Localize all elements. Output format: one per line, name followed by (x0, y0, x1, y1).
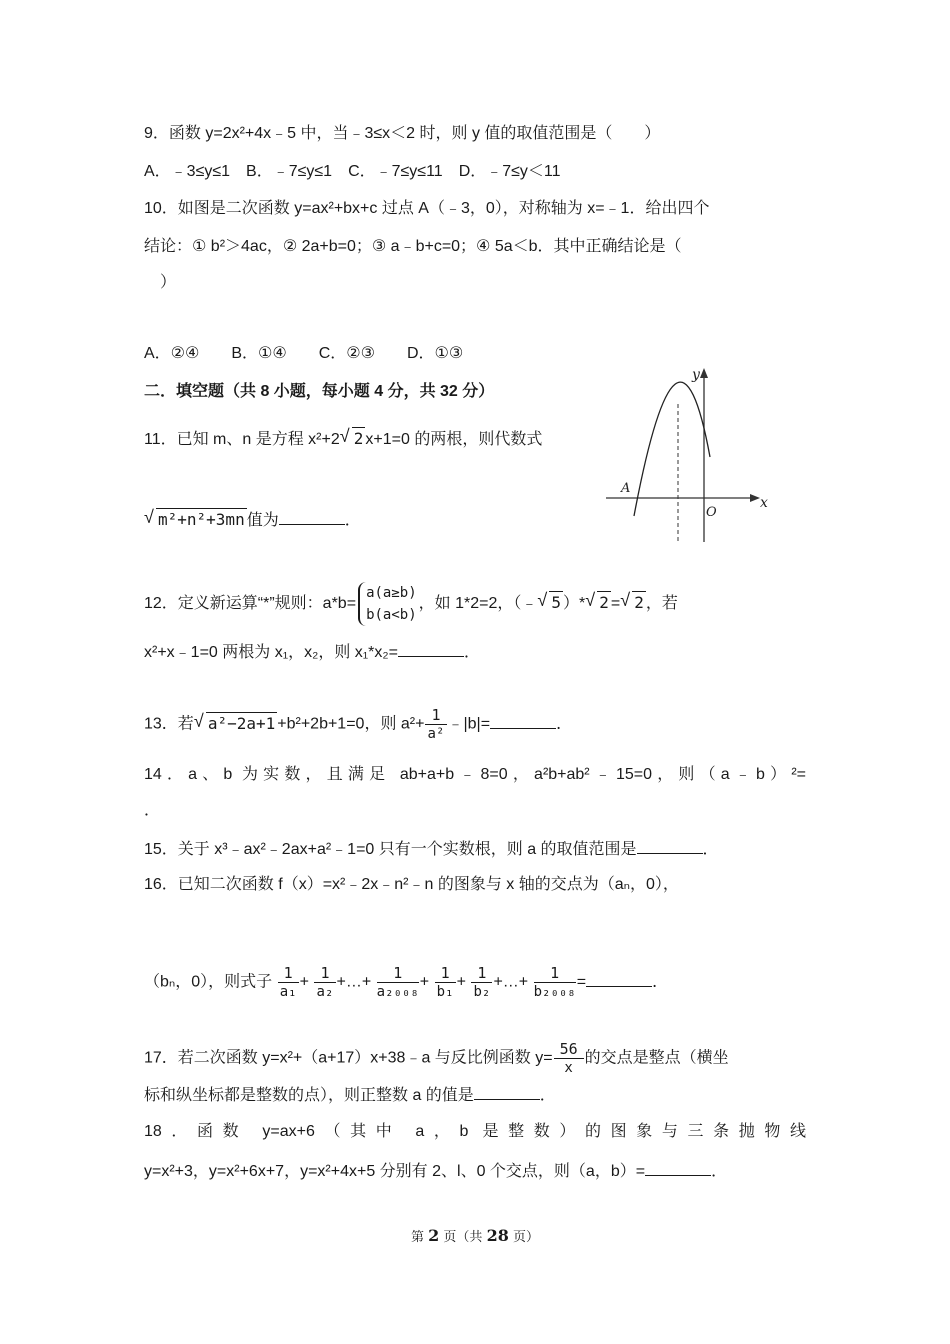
fraction-1-over-a2008: $\frac{1}{\text{a₂₀₀₈}}$ (376, 964, 419, 1000)
question-14-line-1: 14．a、b 为实数，且满足 ab+a+b﹣8=0，a²b+ab²﹣15=0，则（a﹣b）²= (144, 766, 806, 783)
answer-blank[interactable] (490, 712, 556, 729)
question-11-line-1: 11．已知 m、n 是方程 x²+2 √ 2 x+1=0 的两根，则代数式 (144, 428, 542, 451)
answer-blank[interactable] (279, 508, 345, 525)
question-9-stem: 9．函数 y=2x²+4x﹣5 中，当﹣3≤x＜2 时，则 y 值的取值范围是（ ） (144, 125, 661, 142)
question-12-line-2: x²+x﹣1=0 两根为 x₁，x₂，则 x₁*x₂= ． (144, 640, 480, 664)
point-a-label: A (621, 481, 631, 496)
piecewise-brace: a(a≥b) b(a<b) (358, 582, 417, 626)
sqrt-expression: √ m²+n²+3mn (144, 507, 245, 529)
question-15: 15．关于 x³﹣ax²﹣2ax+a²﹣1=0 只有一个实数根，则 a 的取值范围是 ． (144, 837, 719, 861)
question-11-line-2: √ m²+n²+3mn 值为 ． (144, 508, 361, 532)
fraction-1-over-a2: $\frac{1}{\text{a₂}}$ (314, 964, 335, 1001)
y-axis-label: y (692, 367, 700, 383)
section-2-heading: 二．填空题（共 8 小题，每小题 4 分，共 32 分） (144, 383, 495, 400)
question-17-line-2: 标和纵坐标都是整数的点），则正整数 a 的值是 ． (144, 1083, 556, 1107)
question-13: 13．若 √ a²−2a+1 +b²+2b+1=0，则 a²+ $\frac{1}{\text{a²}}$ ﹣|b|= ． (144, 706, 573, 742)
sqrt-2-b: √ 2 (620, 590, 644, 613)
fraction-1-over-b2008: $\frac{1}{\text{b₂₀₀₈}}$ (533, 964, 576, 1000)
fraction-56-over-x: $\frac{56}{x}$ (554, 1040, 584, 1077)
question-10-options: A．②④ B．①④ C．②③ D．①③ (144, 345, 464, 362)
question-16-line-2: （bₙ，0），则式子 $\frac{1}{\text{a₁}}$ + $\frac{1}{\text{a₂}}$ +…+ $\frac{1}{\text{a₂₀₀₈}}$ + $\frac{1}{\text{b₁}}$ + $\frac{1}{\text{b₂}}$ +…+ $\frac{1}{\text{b₂₀₀₈}}$ = ． (144, 964, 669, 1000)
origin-label: O (706, 505, 717, 520)
question-17-line-1: 17．若二次函数 y=x²+（a+17）x+38﹣a 与反比例函数 y= $\frac{56}{x}$ 的交点是整点（横坐 (144, 1040, 729, 1076)
x-axis-arrow (750, 494, 760, 502)
question-12-line-1: 12．定义新运算“*”规则：a*b= a(a≥b) b(a<b) ，如 1*2=2，（﹣ √ 5 ）* √ 2 = √ 2 ，若 (144, 582, 678, 626)
current-page-number: 2 (428, 1226, 440, 1245)
answer-blank[interactable] (637, 837, 703, 854)
sqrt-2-a: √ 2 (585, 590, 609, 613)
question-9-options: A．﹣3≤y≤1 B．﹣7≤y≤1 C．﹣7≤y≤11 D．﹣7≤y＜11 (144, 163, 561, 180)
question-10-line-1: 10．如图是二次函数 y=ax²+bx+c 过点 A（﹣3，0），对称轴为 x=﹣1．给出四个 (144, 200, 710, 217)
question-18-line-2: y=x²+3，y=x²+6x+7，y=x²+4x+5 分别有 2、l、0 个交点，则（a，b）= ． (144, 1159, 727, 1183)
answer-blank[interactable] (645, 1159, 711, 1176)
answer-blank[interactable] (474, 1083, 540, 1100)
y-axis-arrow (700, 368, 708, 378)
fraction-1-over-a1: $\frac{1}{\text{a₁}}$ (278, 964, 299, 1001)
answer-blank[interactable] (586, 970, 652, 987)
sqrt-expression: √ a²−2a+1 (193, 710, 276, 733)
fraction-1-over-a2: $\frac{1}{\text{a²}}$ (425, 706, 446, 743)
fraction-1-over-b2: $\frac{1}{\text{b₂}}$ (471, 964, 492, 1001)
x-axis-label: x (760, 495, 768, 511)
page-footer: 第 2 页（共 28 页） (410, 1226, 539, 1245)
question-18-line-1: 18．函数 y=ax+6（其中 a，b 是整数）的图象与三条抛物线 (144, 1123, 806, 1140)
sqrt-2: √ 2 (339, 426, 364, 448)
parabola-curve (634, 382, 710, 516)
fraction-1-over-b1: $\frac{1}{\text{b₁}}$ (435, 964, 456, 1001)
parabola-graph (600, 362, 780, 547)
question-10-line-2: 结论：① b²＞4ac，② 2a+b=0；③ a﹣b+c=0；④ 5a＜b．其中正确结论是（ (144, 238, 682, 255)
answer-blank[interactable] (398, 640, 464, 657)
total-page-count: 28 (486, 1226, 509, 1245)
question-10-line-3: ） (144, 274, 177, 291)
question-14-line-2: ． (144, 802, 161, 819)
question-16-line-1: 16．已知二次函数 f（x）=x²﹣2x﹣n²﹣n 的图象与 x 轴的交点为（aₙ，0）， (144, 876, 679, 893)
sqrt-5: √ 5 (537, 590, 561, 613)
